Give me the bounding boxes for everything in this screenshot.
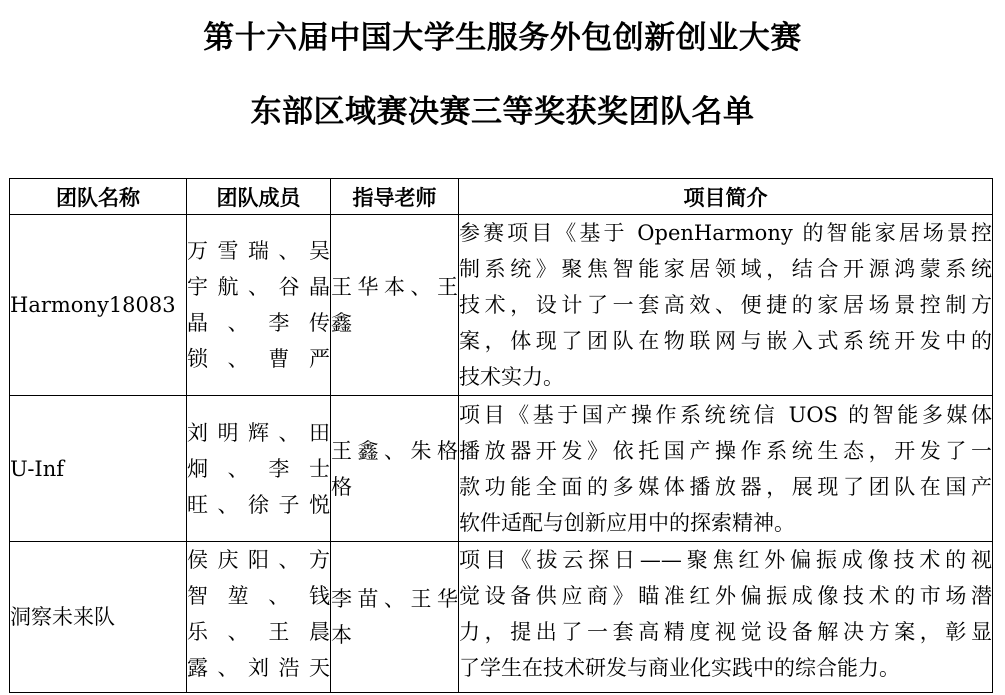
table-row (10, 542, 993, 693)
advisor-cell (331, 396, 459, 542)
summary-line: 软件适配与创新应用中的探索精神。 (459, 510, 795, 535)
team-members-cell (187, 215, 331, 396)
summary-line: 项目《拔云探日——聚焦红外偏振成像技术的视 (459, 548, 992, 572)
member-line: 晶、李传 (187, 311, 330, 335)
summary-line: 款功能全面的多媒体播放器，展现了团队在国产 (459, 474, 992, 499)
member-line: 露、刘浩天 (187, 656, 330, 680)
member-line: 乐、王晨 (187, 620, 330, 644)
project-summary-cell (459, 542, 993, 693)
table-row (10, 396, 993, 542)
team-name-cell: U-Inf (10, 396, 187, 542)
member-line: 锁、曹严 (187, 347, 330, 371)
team-name-cell: 洞察未来队 (10, 542, 187, 693)
project-summary-cell (459, 396, 993, 542)
advisor-cell (331, 215, 459, 396)
summary-line: 项目《基于国产操作系统统信 UOS 的智能多媒体 (459, 402, 992, 427)
advisor-line: 本 (331, 623, 352, 647)
table-row (10, 215, 993, 396)
header-team-members: 团队成员 (187, 179, 331, 215)
summary-line: 了学生在技术研发与商业化实践中的综合能力。 (459, 656, 900, 680)
document-title: 第十六届中国大学生服务外包创新创业大赛 (203, 20, 802, 56)
summary-line: 技术，设计了一套高效、便捷的家居场景控制方 (459, 293, 992, 317)
summary-line: 力，提出了一套高精度视觉设备解决方案，彰显 (459, 620, 992, 644)
member-line: 智堃、钱 (187, 584, 330, 608)
member-line: 万雪瑞、吴 (187, 239, 330, 263)
member-line: 炯、李士 (187, 456, 330, 481)
summary-line: 觉设备供应商》瞄准红外偏振成像技术的市场潜 (459, 584, 992, 608)
advisor-line: 王鑫、朱格 (331, 438, 458, 463)
advisor-cell (331, 542, 459, 693)
summary-line: 播放器开发》依托国产操作系统生态，开发了一 (459, 438, 992, 463)
team-members-cell (187, 396, 331, 542)
summary-line: 制系统》聚焦智能家居领域，结合开源鸿蒙系统 (459, 257, 992, 281)
header-team-name: 团队名称 (10, 179, 187, 215)
member-line: 刘明辉、田 (187, 420, 330, 445)
team-name-cell: Harmony18083 (10, 215, 187, 396)
award-table (9, 178, 993, 693)
member-line: 侯庆阳、方 (187, 548, 330, 572)
document-subtitle: 东部区域赛决赛三等奖获奖团队名单 (250, 94, 755, 130)
member-line: 旺、徐子悦 (187, 492, 330, 517)
summary-line: 技术实力。 (459, 365, 564, 389)
header-project-summary: 项目简介 (459, 179, 993, 215)
member-line: 宇航、谷晶 (187, 275, 330, 299)
table-header-row (10, 179, 993, 215)
header-advisor: 指导老师 (331, 179, 459, 215)
advisor-line: 鑫 (331, 311, 352, 335)
summary-line: 案，体现了团队在物联网与嵌入式系统开发中的 (459, 329, 992, 353)
project-summary-cell (459, 215, 993, 396)
summary-line: 参赛项目《基于 OpenHarmony 的智能家居场景控 (459, 221, 992, 245)
advisor-line: 王华本、王 (331, 275, 458, 299)
team-members-cell (187, 542, 331, 693)
advisor-line: 格 (331, 474, 352, 499)
advisor-line: 李苗、王华 (331, 587, 458, 611)
